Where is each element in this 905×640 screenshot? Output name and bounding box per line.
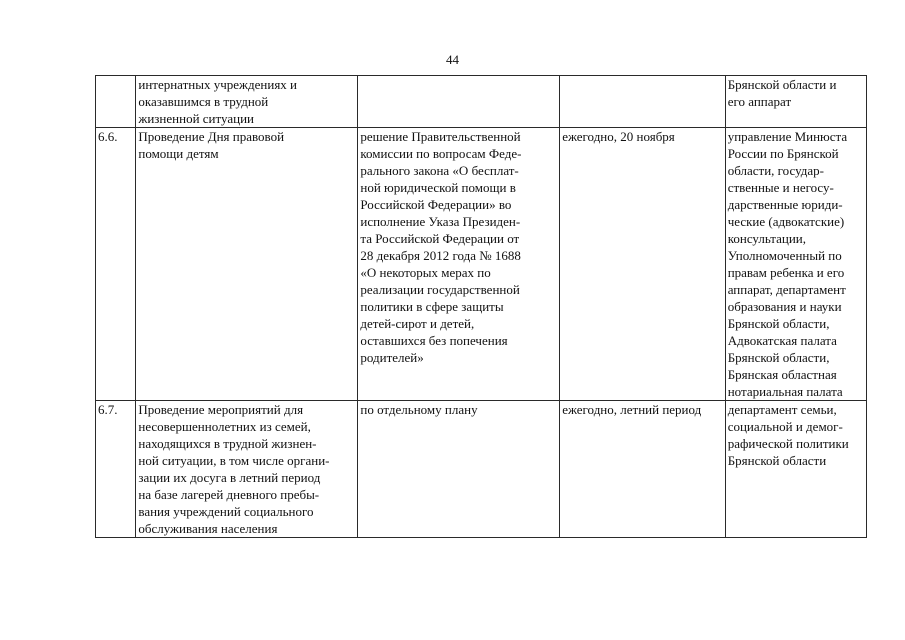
- table-row: [96, 76, 867, 128]
- cell-basis: [358, 76, 560, 128]
- table-row: [96, 401, 867, 538]
- cell-number: 6.6.: [96, 128, 136, 401]
- cell-term: [560, 76, 726, 128]
- cell-executor: Брянской области и его аппарат: [725, 76, 866, 128]
- cell-basis: по отдельному плану: [358, 401, 560, 538]
- cell-executor: департамент семьи, социальной и демог- рафической политики Брянской области: [725, 401, 866, 538]
- cell-term: ежегодно, летний период: [560, 401, 726, 538]
- cell-event: интернатных учреждениях и оказавшимся в трудной жизненной ситуации: [136, 76, 358, 128]
- cell-basis: решение Правительственной комиссии по вопросам Феде- рального закона «О бесплат- ной юридической помощи в Российской Федерации» во исполнение Указа Президен- та Российской Федерации от 28 декабря 2012 года № 1688 «О некоторых мерах по реализации государственной политики в сфере защиты детей-сирот и детей, оставшихся без попечения родителей»: [358, 128, 560, 401]
- plan-table: [95, 75, 867, 538]
- cell-executor: управление Минюста России по Брянской области, государ- ственные и негосу- дарственные юриди- ческие (адвокатские) консультации, Уполномоченный по правам ребенка и его аппарат, департамент образования и науки Брянской области, Адвокатская палата Брянской области, Брянская областная нотариальная палата: [725, 128, 866, 401]
- cell-number: [96, 76, 136, 128]
- cell-number: 6.7.: [96, 401, 136, 538]
- page-number: 44: [446, 52, 459, 67]
- cell-term: ежегодно, 20 ноября: [560, 128, 726, 401]
- table-row: [96, 128, 867, 401]
- cell-event: Проведение Дня правовой помощи детям: [136, 128, 358, 401]
- cell-event: Проведение мероприятий для несовершеннолетних из семей, находящихся в трудной жизнен- ной ситуации, в том числе органи- зации их досуга в летний период на базе лагерей дневного пребы- вания учреждений социального обслуживания населения: [136, 401, 358, 538]
